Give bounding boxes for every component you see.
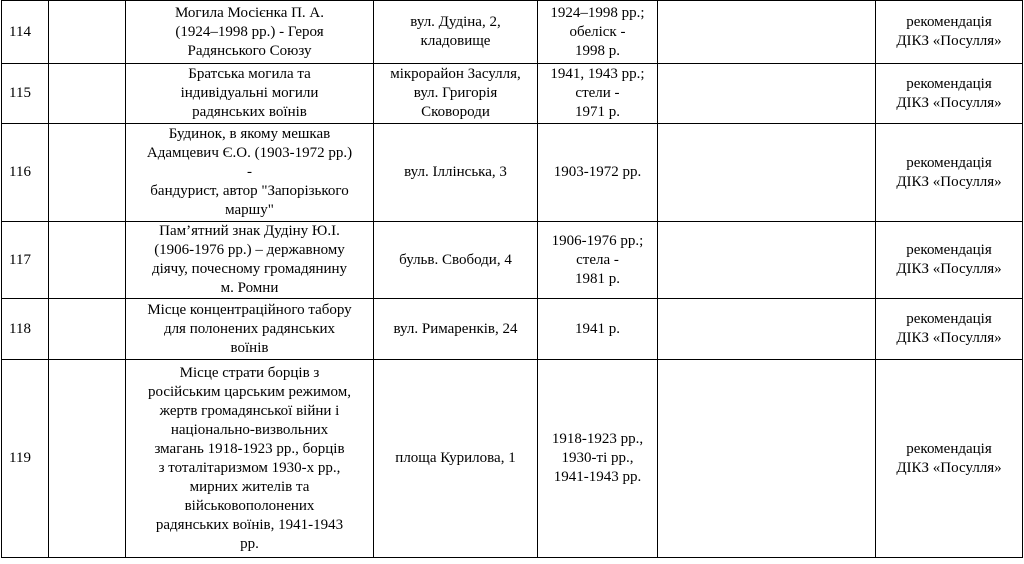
empty-cell <box>49 222 126 299</box>
empty-cell <box>49 299 126 360</box>
monument-name-line: військовополонених <box>184 497 315 514</box>
monuments-table <box>1 0 1023 558</box>
monument-name <box>126 222 374 299</box>
monument-address <box>374 360 538 558</box>
monument-address <box>374 299 538 360</box>
monument-name-line: Місце концентраційного табору <box>147 301 352 318</box>
monument-name-line: воїнів <box>230 339 269 356</box>
monument-address-line: бульв. Свободи, 4 <box>399 251 512 268</box>
recommendation-note-line: ДІКЗ «Посулля» <box>896 33 1002 49</box>
row-number: 118 <box>2 299 49 360</box>
empty-cell <box>658 1 876 64</box>
row-number: 115 <box>2 64 49 124</box>
monument-date-line: обеліск - <box>569 23 626 40</box>
monument-name-line: національно-визвольних <box>170 421 329 438</box>
recommendation-note-line: ДІКЗ «Посулля» <box>896 459 1002 476</box>
recommendation-note <box>876 64 1023 124</box>
monument-name-line: м. Ромни <box>220 280 279 296</box>
monument-name-line: мирних жителів та <box>189 478 310 495</box>
monument-date-line: 1918-1923 рр., <box>551 431 644 447</box>
monument-date-line: 1906-1976 рр.; <box>551 232 644 249</box>
monument-address <box>374 1 538 64</box>
row-number: 114 <box>2 1 49 64</box>
monument-date-line: 1941 р. <box>575 320 620 337</box>
recommendation-note-line: рекомендація <box>906 311 992 327</box>
monument-name-line: жертв громадянської війни і <box>159 402 340 419</box>
empty-cell <box>658 64 876 124</box>
table-row <box>2 299 1023 360</box>
row-number: 119 <box>2 360 49 558</box>
monument-name-line: маршу" <box>225 202 274 218</box>
monument-name-line: Будинок, в якому мешкав <box>168 126 331 142</box>
monument-name-line: бандурист, автор "Запорізького <box>150 183 349 199</box>
monument-name-line: радянських воїнів, 1941-1943 <box>155 516 344 533</box>
recommendation-note <box>876 124 1023 222</box>
monument-date-line: стели - <box>575 85 620 101</box>
monument-address-line: вул. Римаренків, 24 <box>393 320 518 337</box>
monument-name-line: рр. <box>240 535 259 552</box>
recommendation-note-line: рекомендація <box>906 75 992 92</box>
monument-name-line: (1924–1998 рр.) - Героя <box>175 23 324 40</box>
monument-date-line: 1930-ті рр., <box>561 450 634 466</box>
recommendation-note <box>876 299 1023 360</box>
recommendation-note-line: рекомендація <box>906 14 992 30</box>
empty-cell <box>49 360 126 558</box>
monument-name-line: (1906-1976 рр.) – державному <box>154 242 345 258</box>
monument-name-line: змагань 1918-1923 рр., борців <box>154 440 345 457</box>
empty-cell <box>49 1 126 64</box>
monument-date-line: 1941, 1943 рр.; <box>550 66 645 82</box>
recommendation-note-line: ДІКЗ «Посулля» <box>896 94 1002 111</box>
monument-name-line: Могила Мосієнка П. А. <box>174 4 325 21</box>
recommendation-note-line: рекомендація <box>906 154 992 171</box>
monument-name-line: - <box>247 164 252 180</box>
table-row <box>2 124 1023 222</box>
monument-address-line: вул. Дудіна, 2, <box>410 14 501 30</box>
monument-date <box>538 64 658 124</box>
monument-address <box>374 222 538 299</box>
recommendation-note-line: рекомендація <box>906 440 992 457</box>
table-row <box>2 360 1023 558</box>
monument-name-line: Радянського Союзу <box>187 42 312 59</box>
monument-date-line: 1924–1998 рр.; <box>550 4 645 21</box>
monument-address-line: площа Курилова, 1 <box>395 450 516 466</box>
recommendation-note-line: ДІКЗ «Посулля» <box>896 330 1002 346</box>
monument-name-line: Адамцевич Є.О. (1903-1972 рр.) <box>146 145 353 161</box>
monument-name-line: індивідуальні могили <box>180 85 319 101</box>
empty-cell <box>658 360 876 558</box>
monument-name-line: для полонених радянських <box>163 320 336 337</box>
monument-address-line: Сковороди <box>421 104 490 120</box>
table-body <box>2 1 1023 558</box>
monument-date-line: 1903-1972 рр. <box>553 164 642 180</box>
monument-date-line: 1941-1943 рр. <box>553 469 642 485</box>
table-row <box>2 64 1023 124</box>
monument-name-line: з тоталітаризмом 1930-х рр., <box>158 459 341 476</box>
monument-name-line: Пам’ятний знак Дудіну Ю.І. <box>159 223 340 239</box>
recommendation-note-line: ДІКЗ «Посулля» <box>896 173 1002 190</box>
monument-address <box>374 124 538 222</box>
monument-date-line: 1981 р. <box>575 270 620 287</box>
monument-date <box>538 124 658 222</box>
monument-name-line: діячу, почесному громадянину <box>151 261 348 277</box>
empty-cell <box>49 64 126 124</box>
monument-address-line: вул. Іллінська, 3 <box>404 164 507 180</box>
empty-cell <box>658 222 876 299</box>
table-row <box>2 1 1023 64</box>
monument-name-line: Місце страти борців з <box>179 364 320 381</box>
recommendation-note <box>876 222 1023 299</box>
monument-address-line: кладовище <box>420 33 491 49</box>
recommendation-note-line: рекомендація <box>906 242 992 258</box>
monument-name <box>126 360 374 558</box>
monument-date <box>538 360 658 558</box>
table-row <box>2 222 1023 299</box>
empty-cell <box>658 299 876 360</box>
monument-address-line: вул. Григорія <box>413 85 498 101</box>
monument-name-line: російським царським режимом, <box>147 383 352 400</box>
recommendation-note <box>876 360 1023 558</box>
monument-name <box>126 299 374 360</box>
monument-date <box>538 222 658 299</box>
monument-date <box>538 1 658 64</box>
monument-address <box>374 64 538 124</box>
monument-date-line: стела - <box>576 251 619 268</box>
monument-date-line: 1971 р. <box>575 104 620 120</box>
empty-cell <box>49 124 126 222</box>
recommendation-note-line: ДІКЗ «Посулля» <box>896 261 1002 277</box>
monument-address-line: мікрорайон Засулля, <box>390 66 521 82</box>
row-number: 116 <box>2 124 49 222</box>
monument-date-line: 1998 р. <box>575 42 620 59</box>
empty-cell <box>658 124 876 222</box>
monument-name <box>126 64 374 124</box>
monument-name <box>126 1 374 64</box>
row-number: 117 <box>2 222 49 299</box>
monument-name-line: Братська могила та <box>188 66 311 82</box>
monument-name-line: радянських воїнів <box>192 104 307 120</box>
monument-date <box>538 299 658 360</box>
recommendation-note <box>876 1 1023 64</box>
monument-name <box>126 124 374 222</box>
